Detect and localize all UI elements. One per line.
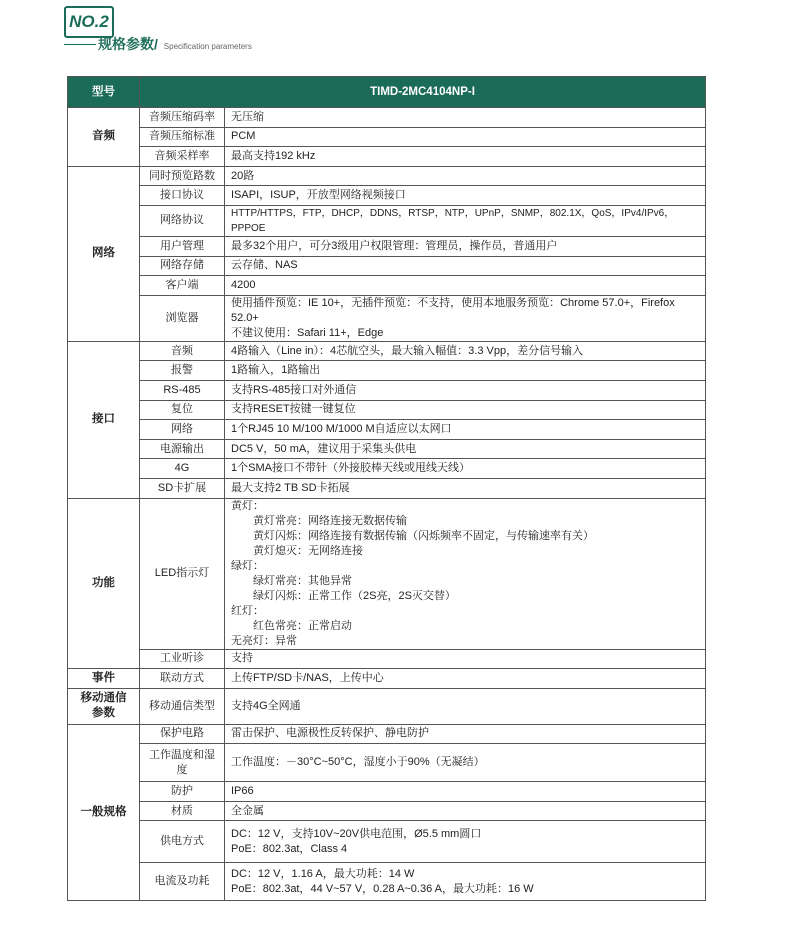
category-event: 事件 (68, 669, 140, 689)
table-row (68, 498, 706, 649)
category-general: 一般规格 (68, 724, 140, 901)
led-description (225, 498, 706, 649)
param-value: 最大支持2 TB SD卡拓展 (225, 478, 706, 498)
header-label: 型号 (68, 77, 140, 108)
param-value (225, 295, 706, 341)
param-name: 工业听诊 (140, 649, 225, 669)
param-name: 音频 (140, 341, 225, 361)
table-row (68, 649, 706, 669)
param-name: 防护 (140, 782, 225, 802)
section-title (98, 34, 252, 54)
category-interface: 接口 (68, 341, 140, 498)
table-row (68, 205, 706, 236)
table-row (68, 744, 706, 782)
param-name: 移动通信类型 (140, 688, 225, 724)
led-line: 黄灯常亮：网络连接无数据传输 (253, 514, 407, 527)
table-row (68, 236, 706, 256)
param-value: 上传FTP/SD卡/NAS，上传中心 (225, 669, 706, 689)
param-name: 客户端 (140, 276, 225, 296)
param-value: 1个RJ45 10 M/100 M/1000 M自适应以太网口 (225, 420, 706, 440)
category-function: 功能 (68, 498, 140, 669)
led-line: 红灯： (231, 604, 264, 617)
param-name: 网络 (140, 420, 225, 440)
browser-line-1: 使用插件预览：IE 10+，无插件预览：不支持，使用本地服务预览：Chrome 57.0+，Firefox 52.0+ (231, 296, 675, 324)
table-row (68, 166, 706, 186)
param-value: PCM (225, 127, 706, 147)
param-value: 全金属 (225, 801, 706, 821)
table-header-row (68, 77, 706, 108)
param-name: 4G (140, 459, 225, 479)
param-name: 同时预览路数 (140, 166, 225, 186)
section-title-en: Specification parameters (163, 42, 252, 51)
category-mobile (68, 688, 140, 724)
category-network: 网络 (68, 166, 140, 341)
param-name: 电流及功耗 (140, 863, 225, 901)
table-row (68, 127, 706, 147)
power-line-2: PoE：802.3at，Class 4 (231, 842, 348, 855)
table-row (68, 400, 706, 420)
param-name: LED指示灯 (140, 498, 225, 649)
param-value: 支持RS-485接口对外通信 (225, 380, 706, 400)
param-name: 工作温度和湿度 (140, 744, 225, 782)
table-row (68, 295, 706, 341)
table-row (68, 782, 706, 802)
table-row (68, 380, 706, 400)
param-value: 4路输入（Line in）：4芯航空头，最大输入幅值：3.3 Vpp，差分信号输入 (225, 341, 706, 361)
param-value: ISAPI，ISUP，开放型网络视频接口 (225, 186, 706, 206)
param-value: 雷击保护、电源极性反转保护、静电防护 (225, 724, 706, 744)
consumption-line-2: PoE：802.3at，44 V~57 V，0.28 A~0.36 A，最大功耗：16 W (231, 882, 534, 895)
param-value: 最多32个用户，可分3级用户权限管理：管理员，操作员，普通用户 (225, 236, 706, 256)
led-line: 绿灯： (231, 559, 264, 572)
param-name: 音频采样率 (140, 147, 225, 167)
param-name: RS-485 (140, 380, 225, 400)
led-line: 黄灯： (231, 499, 264, 512)
param-value: DC5 V，50 mA，建议用于采集头供电 (225, 439, 706, 459)
param-value: IP66 (225, 782, 706, 802)
table-row (68, 688, 706, 724)
badge-divider (64, 44, 96, 45)
table-row (68, 361, 706, 381)
browser-line-2: 不建议使用：Safari 11+，Edge (231, 326, 384, 339)
param-name: 供电方式 (140, 821, 225, 863)
param-name: 音频压缩标准 (140, 127, 225, 147)
led-line: 绿灯常亮：其他异常 (253, 574, 352, 587)
param-value: 支持RESET按键一键复位 (225, 400, 706, 420)
param-value: 云存储、NAS (225, 256, 706, 276)
table-row (68, 186, 706, 206)
table-row (68, 801, 706, 821)
param-name: 网络存储 (140, 256, 225, 276)
table-row (68, 108, 706, 128)
led-line: 红色常亮：正常启动 (253, 619, 352, 632)
table-row (68, 459, 706, 479)
spec-table (67, 76, 706, 901)
param-value: 支持 (225, 649, 706, 669)
table-row (68, 821, 706, 863)
consumption-line-1: DC：12 V，1.16 A，最大功耗：14 W (231, 867, 415, 880)
table-row (68, 863, 706, 901)
param-name: SD卡扩展 (140, 478, 225, 498)
category-mobile-line-1: 移动通信 (80, 692, 127, 705)
param-value: HTTP/HTTPS，FTP，DHCP，DDNS，RTSP，NTP，UPnP，SNMP，802.1X，QoS，IPv4/IPv6，PPPOE (225, 205, 706, 236)
led-line: 黄灯闪烁：网络连接有数据传输（闪烁频率不固定，与传输速率有关） (253, 529, 594, 542)
table-row (68, 439, 706, 459)
table-row (68, 341, 706, 361)
param-value (225, 821, 706, 863)
table-row (68, 420, 706, 440)
led-line: 无亮灯：异常 (231, 634, 297, 647)
param-value: 工作温度：－30°C~50°C，湿度小于90%（无凝结） (225, 744, 706, 782)
param-name: 网络协议 (140, 205, 225, 236)
table-row (68, 147, 706, 167)
param-name: 材质 (140, 801, 225, 821)
param-value: 支持4G全网通 (225, 688, 706, 724)
section-header (64, 6, 364, 56)
header-model: TIMD-2MC4104NP-I (140, 77, 706, 108)
table-row (68, 256, 706, 276)
section-number-badge: NO.2 (64, 6, 114, 38)
param-value: 1个SMA接口不带针（外接胶棒天线或甩线天线） (225, 459, 706, 479)
led-line: 绿灯闪烁：正常工作（2S亮，2S灭交替） (253, 589, 456, 602)
param-value: 无压缩 (225, 108, 706, 128)
param-name: 保护电路 (140, 724, 225, 744)
power-line-1: DC：12 V，支持10V~20V供电范围，Ø5.5 mm圆口 (231, 827, 482, 840)
table-row (68, 724, 706, 744)
param-name: 报警 (140, 361, 225, 381)
param-name: 接口协议 (140, 186, 225, 206)
param-value: 4200 (225, 276, 706, 296)
param-value: 1路输入，1路输出 (225, 361, 706, 381)
param-value: 20路 (225, 166, 706, 186)
param-value: 最高支持192 kHz (225, 147, 706, 167)
section-title-cn: 规格参数/ (98, 36, 158, 52)
table-row (68, 276, 706, 296)
param-name: 用户管理 (140, 236, 225, 256)
param-name: 电源输出 (140, 439, 225, 459)
table-row (68, 669, 706, 689)
param-name: 复位 (140, 400, 225, 420)
param-name: 浏览器 (140, 295, 225, 341)
table-row (68, 478, 706, 498)
param-value (225, 863, 706, 901)
param-name: 音频压缩码率 (140, 108, 225, 128)
category-audio: 音频 (68, 108, 140, 167)
led-line: 黄灯熄灭：无网络连接 (253, 544, 363, 557)
param-name: 联动方式 (140, 669, 225, 689)
category-mobile-line-2: 参数 (92, 707, 115, 720)
